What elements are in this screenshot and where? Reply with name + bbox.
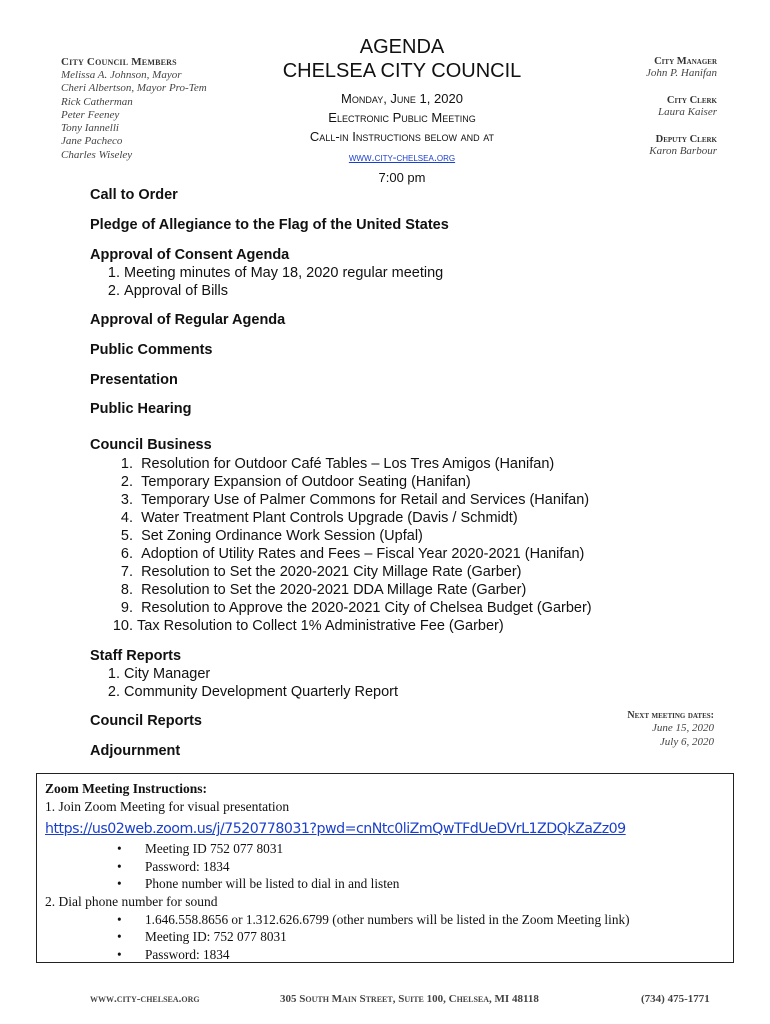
section-presentation: Presentation bbox=[90, 372, 178, 388]
member-name: Peter Feeney bbox=[61, 108, 120, 121]
next-meeting-heading: Next meeting dates: bbox=[627, 710, 714, 721]
list-item: 6. Adoption of Utility Rates and Fees – Fiscal Year 2020-2021 (Hanifan) bbox=[120, 546, 585, 562]
list-item bbox=[45, 858, 725, 876]
list-item: 4. Water Treatment Plant Controls Upgrade (Davis / Schmidt) bbox=[120, 510, 518, 526]
list-item-text: Resolution for Outdoor Café Tables – Los Tres Amigos (Hanifan) bbox=[141, 456, 555, 472]
section-council-business: Council Business bbox=[90, 437, 212, 453]
staff-name: Laura Kaiser bbox=[658, 106, 717, 118]
zoom-step-1-list bbox=[45, 840, 725, 893]
consent-agenda-list bbox=[90, 264, 730, 300]
bullet-icon: • bbox=[117, 946, 122, 962]
section-pledge: Pledge of Allegiance to the Flag of the United States bbox=[90, 217, 449, 233]
list-item bbox=[45, 928, 725, 946]
next-meeting-date: June 15, 2020 bbox=[651, 722, 714, 734]
list-item-text: Approval of Bills bbox=[124, 283, 228, 299]
list-item-text: Meeting ID: 752 077 8031 bbox=[145, 929, 287, 944]
list-item bbox=[45, 840, 725, 858]
member-name: Tony Iannelli bbox=[61, 122, 119, 135]
list-item: 10. Tax Resolution to Collect 1% Administrative Fee (Garber) bbox=[112, 618, 504, 634]
zoom-step-2-list bbox=[45, 911, 725, 964]
council-members-heading: City Council Members bbox=[61, 56, 177, 68]
section-adjournment: Adjournment bbox=[90, 743, 181, 759]
list-item-text: Water Treatment Plant Controls Upgrade (Davis / Schmidt) bbox=[141, 510, 518, 526]
meeting-time: 7:00 pm bbox=[378, 170, 426, 185]
list-item-text: Resolution to Set the 2020-2021 DDA Millage Rate (Garber) bbox=[141, 582, 527, 598]
next-meeting-date: July 6, 2020 bbox=[659, 736, 714, 748]
list-item: 1. City Manager bbox=[107, 666, 211, 682]
staff-role: Deputy Clerk bbox=[655, 134, 717, 145]
list-item-text: Set Zoning Ordinance Work Session (Upfal) bbox=[141, 528, 423, 544]
page-title: AGENDA bbox=[359, 36, 445, 58]
meeting-date: Monday, June 1, 2020 bbox=[341, 91, 463, 106]
list-item: 3. Temporary Use of Palmer Commons for Retail and Services (Hanifan) bbox=[120, 492, 590, 508]
list-item-text: Password: 1834 bbox=[145, 946, 230, 962]
zoom-heading: Zoom Meeting Instructions: bbox=[45, 781, 207, 796]
section-council-reports: Council Reports bbox=[90, 713, 202, 729]
list-item: 1. Resolution for Outdoor Café Tables – Los Tres Amigos (Hanifan) bbox=[120, 456, 555, 472]
member-name: Charles Wiseley bbox=[61, 148, 133, 161]
list-item-text: Temporary Expansion of Outdoor Seating (Hanifan) bbox=[141, 474, 471, 490]
zoom-step-2: 2. Dial phone number for sound bbox=[45, 893, 218, 909]
list-item-text: Meeting ID 752 077 8031 bbox=[145, 841, 284, 856]
zoom-instructions-box bbox=[36, 773, 734, 963]
staff-name: John P. Hanifan bbox=[646, 67, 717, 79]
staff-reports-list bbox=[90, 665, 730, 701]
list-item-text: Community Development Quarterly Report bbox=[124, 684, 399, 700]
list-item-text: Temporary Use of Palmer Commons for Retail and Services (Hanifan) bbox=[141, 492, 590, 508]
footer-website: www.city-chelsea.org bbox=[90, 993, 200, 1005]
list-item bbox=[45, 911, 725, 929]
list-item bbox=[45, 946, 725, 964]
agenda-body bbox=[90, 186, 730, 760]
section-call-to-order: Call to Order bbox=[90, 187, 178, 203]
zoom-step-1: 1. Join Zoom Meeting for visual presentation bbox=[45, 799, 290, 814]
footer-address: 305 South Main Street, Suite 100, Chelsea, MI 48118 bbox=[280, 993, 539, 1005]
staff-role: City Manager bbox=[654, 56, 717, 67]
section-staff-reports: Staff Reports bbox=[90, 648, 182, 664]
section-consent-agenda: Approval of Consent Agenda bbox=[90, 247, 290, 263]
list-item: 9. Resolution to Approve the 2020-2021 City of Chelsea Budget (Garber) bbox=[120, 600, 592, 616]
list-item: 8. Resolution to Set the 2020-2021 DDA Millage Rate (Garber) bbox=[120, 582, 527, 598]
staff-block bbox=[557, 56, 717, 173]
section-public-hearing: Public Hearing bbox=[90, 401, 192, 417]
list-item: 7. Resolution to Set the 2020-2021 City Millage Rate (Garber) bbox=[120, 564, 522, 580]
website-link[interactable]: www.city-chelsea.org bbox=[348, 152, 456, 164]
meeting-type: Electronic Public Meeting bbox=[328, 110, 476, 125]
bullet-icon: • bbox=[117, 876, 122, 891]
bullet-icon: • bbox=[117, 841, 122, 856]
council-name: CHELSEA CITY COUNCIL bbox=[282, 60, 522, 82]
bullet-icon: • bbox=[117, 929, 122, 944]
member-name: Jane Pacheco bbox=[61, 135, 123, 148]
list-item: 2. Approval of Bills bbox=[107, 283, 228, 299]
member-name: Cheri Albertson, Mayor Pro-Tem bbox=[61, 82, 207, 95]
next-meeting-block bbox=[554, 710, 714, 749]
zoom-meeting-link[interactable]: https://us02web.zoom.us/j/7520778031?pwd=cnNtc0liZmQwTFdUeDVrL1ZDQkZaZz09 bbox=[45, 821, 626, 837]
bullet-icon: • bbox=[117, 858, 122, 874]
section-public-comments: Public Comments bbox=[90, 342, 213, 358]
staff-name: Karon Barbour bbox=[649, 145, 717, 157]
list-item-text: Tax Resolution to Collect 1% Administrative Fee (Garber) bbox=[137, 618, 504, 634]
list-item-text: Phone number will be listed to dial in and listen bbox=[145, 876, 400, 891]
section-regular-agenda: Approval of Regular Agenda bbox=[90, 312, 286, 328]
list-item-text: City Manager bbox=[124, 666, 211, 682]
staff-role: City Clerk bbox=[666, 95, 717, 106]
list-item-text: Resolution to Set the 2020-2021 City Millage Rate (Garber) bbox=[141, 564, 522, 580]
list-item: 5. Set Zoning Ordinance Work Session (Upfal) bbox=[120, 528, 423, 544]
list-item-text: 1.646.558.8656 or 1.312.626.6799 (other numbers will be listed in the Zoom Meeting link) bbox=[145, 911, 630, 927]
council-business-list bbox=[90, 455, 730, 635]
list-item-text: Resolution to Approve the 2020-2021 City of Chelsea Budget (Garber) bbox=[141, 600, 592, 616]
list-item: 2. Community Development Quarterly Report bbox=[107, 684, 399, 700]
agenda-title-block bbox=[230, 35, 574, 186]
footer-phone: (734) 475-1771 bbox=[641, 993, 710, 1005]
list-item bbox=[45, 875, 725, 893]
call-in-note: Call-in Instructions below and at bbox=[309, 129, 495, 144]
list-item: 2. Temporary Expansion of Outdoor Seating (Hanifan) bbox=[120, 474, 471, 490]
bullet-icon: • bbox=[117, 911, 122, 927]
member-name: Rick Catherman bbox=[61, 95, 133, 108]
member-name: Melissa A. Johnson, Mayor bbox=[61, 69, 182, 81]
list-item: 1. Meeting minutes of May 18, 2020 regular meeting bbox=[107, 265, 444, 281]
list-item-text: Password: 1834 bbox=[145, 858, 230, 874]
list-item-text: Adoption of Utility Rates and Fees – Fiscal Year 2020-2021 (Hanifan) bbox=[141, 546, 585, 562]
list-item-text: Meeting minutes of May 18, 2020 regular meeting bbox=[124, 265, 444, 281]
